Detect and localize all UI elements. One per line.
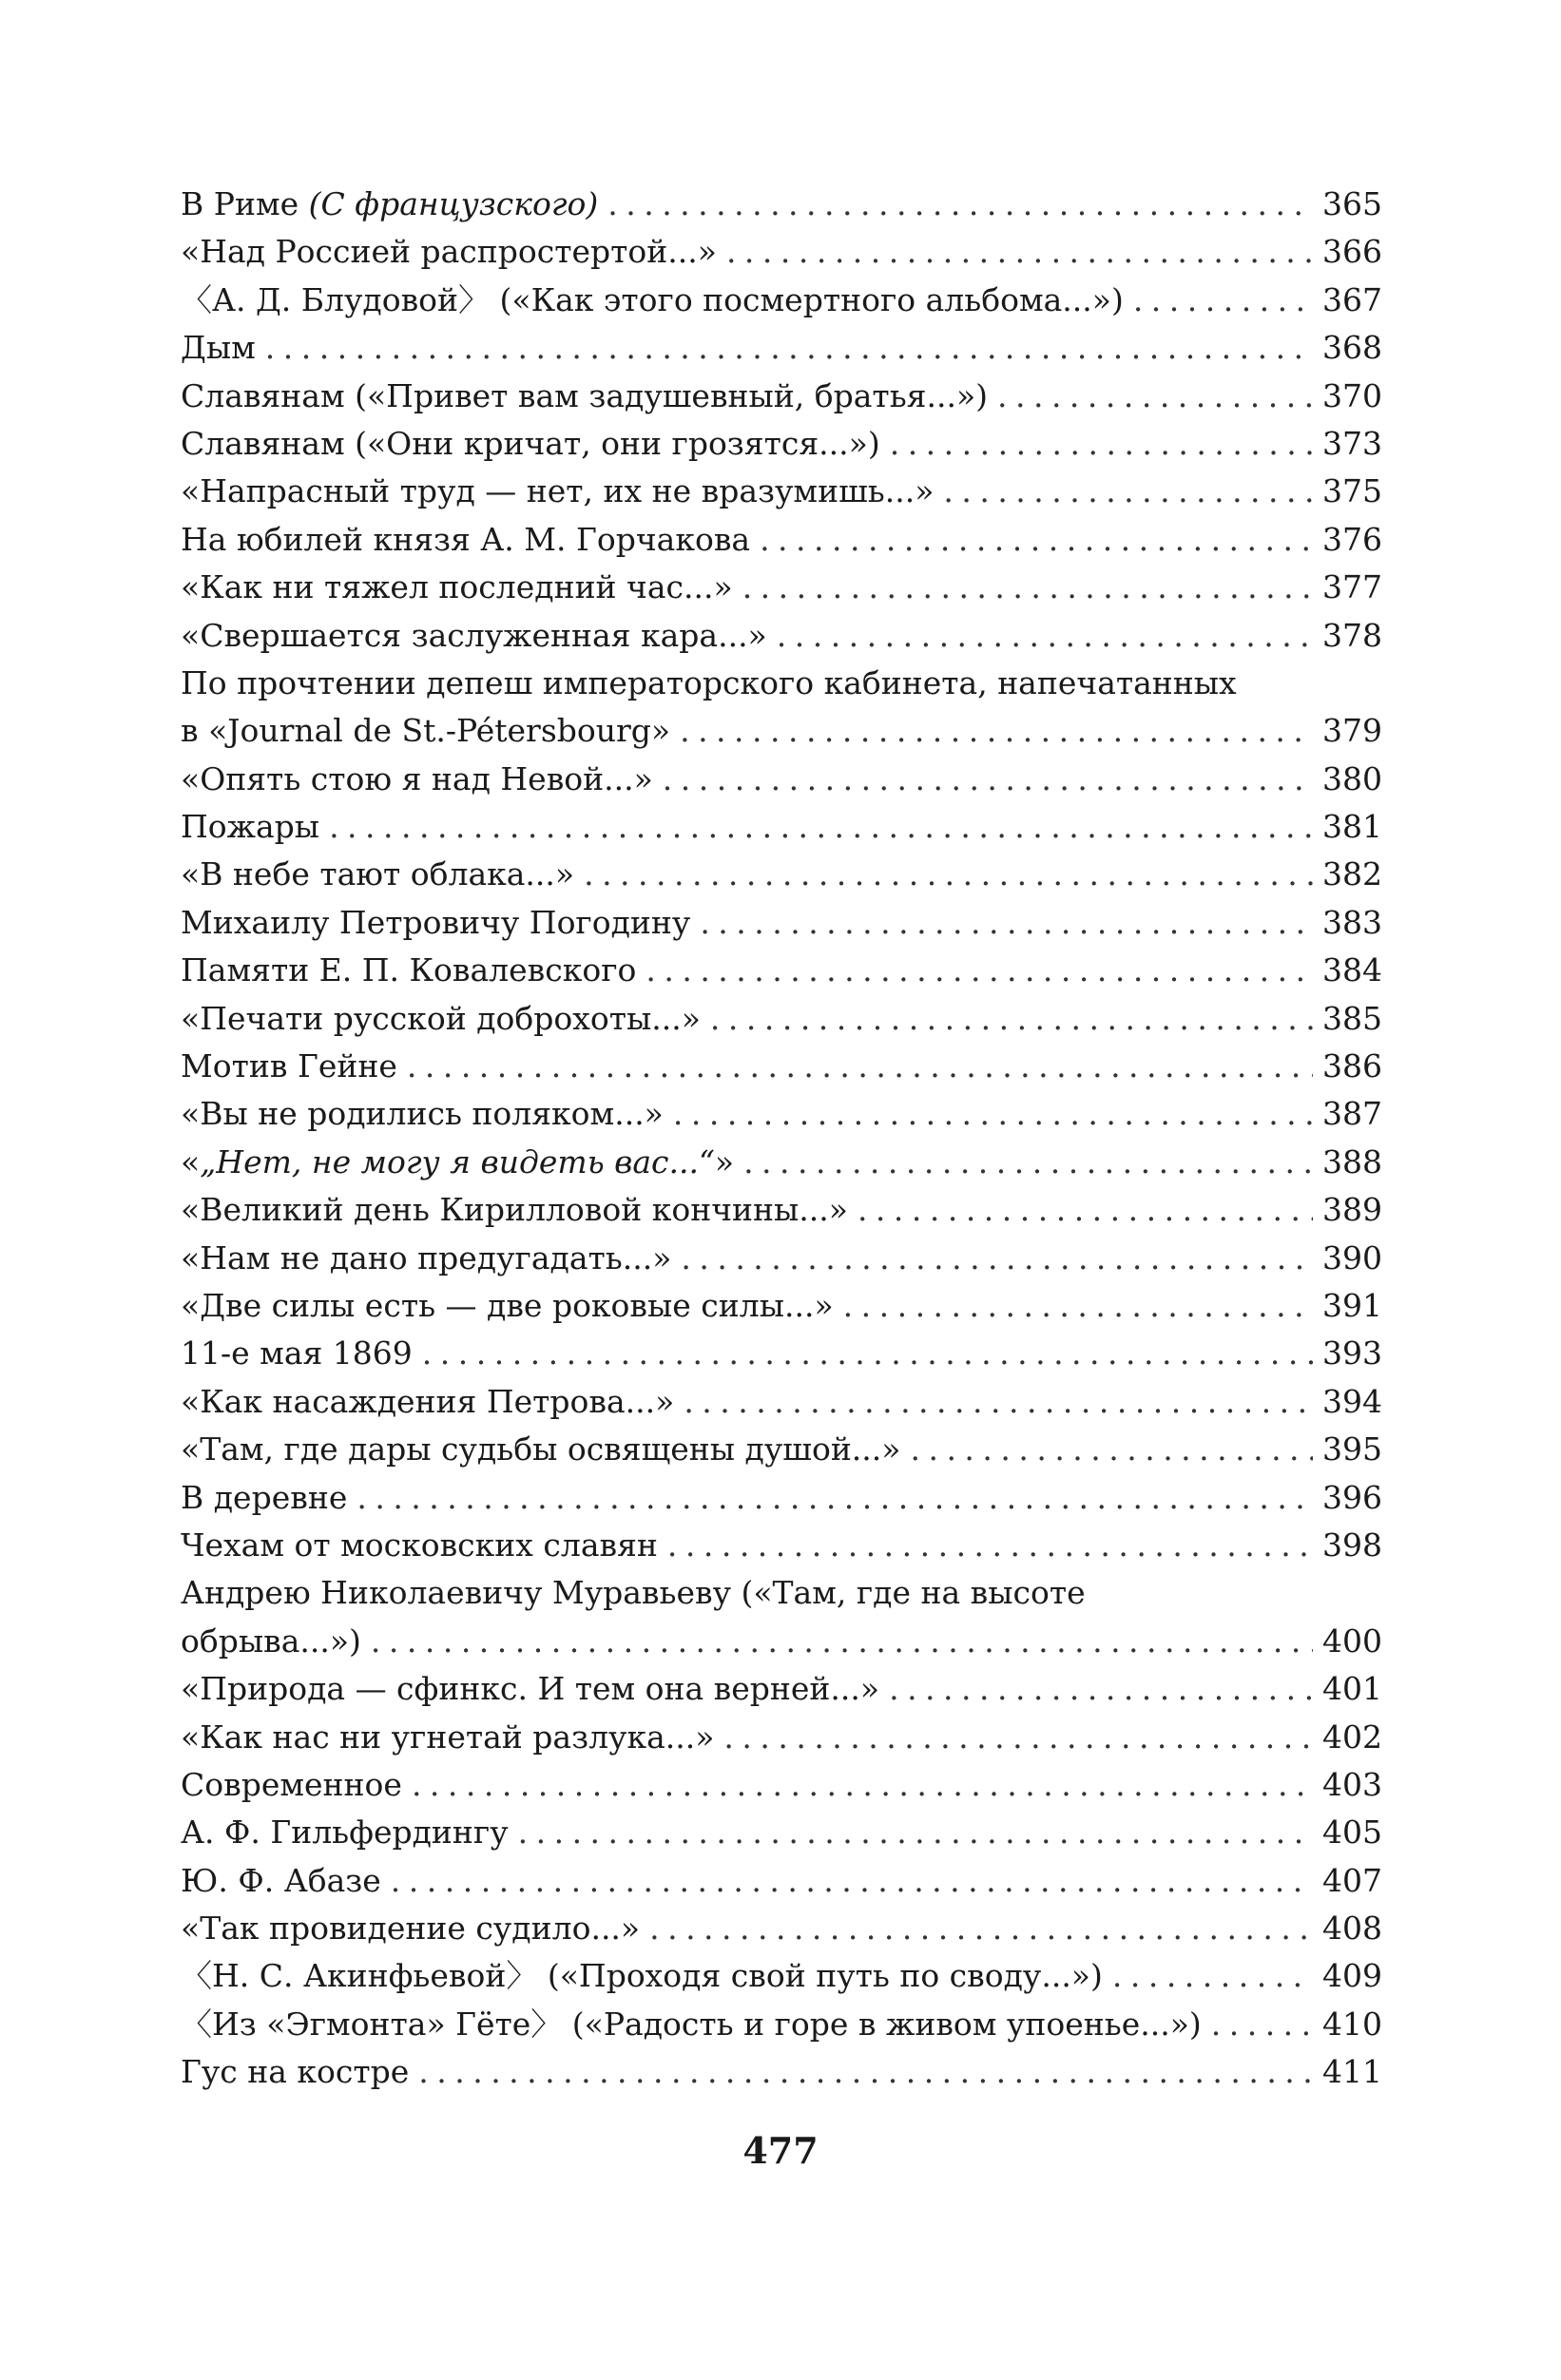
toc-entry-title: 〈А. Д. Блудовой〉 («Как этого посмертного альбома...») bbox=[181, 280, 1124, 318]
toc-entry bbox=[181, 756, 1382, 803]
toc-entry-title: «Как ни тяжел последний час...» bbox=[181, 568, 733, 606]
leader-dots bbox=[910, 1426, 1313, 1473]
toc-entry-page: 410 bbox=[1322, 2005, 1382, 2043]
table-of-contents bbox=[181, 181, 1382, 2097]
toc-entry-page: 390 bbox=[1322, 1238, 1382, 1276]
leader-dots bbox=[1133, 277, 1313, 324]
leader-dots bbox=[858, 1186, 1313, 1234]
leader-dots bbox=[418, 2048, 1313, 2096]
leader-dots bbox=[760, 516, 1313, 564]
toc-entry-title: «„Нет, не могу я видеть вас...“» bbox=[181, 1142, 735, 1180]
toc-entry-page: 396 bbox=[1322, 1478, 1382, 1516]
toc-entry-title: Гус на костре bbox=[181, 2053, 410, 2091]
toc-entry bbox=[181, 803, 1382, 851]
toc-entry-page: 379 bbox=[1322, 712, 1382, 750]
toc-entry-title: В деревне bbox=[181, 1478, 348, 1516]
toc-entry bbox=[181, 277, 1382, 324]
toc-entry bbox=[181, 1761, 1382, 1809]
toc-entry-page: 387 bbox=[1322, 1095, 1382, 1133]
toc-entry-page: 370 bbox=[1322, 376, 1382, 414]
toc-entry bbox=[181, 995, 1382, 1043]
toc-entry bbox=[181, 1952, 1382, 2000]
leader-dots bbox=[743, 1139, 1313, 1186]
toc-entry-title: «Напрасный труд — нет, их не вразумишь...» bbox=[181, 472, 935, 510]
toc-entry-title: «Свершается заслуженная кара...» bbox=[181, 616, 767, 654]
toc-entry bbox=[181, 1139, 1382, 1186]
toc-entry bbox=[181, 851, 1382, 898]
toc-entry-title-line1: Андрею Николаевичу Муравьеву («Там, где на высоте bbox=[181, 1574, 1086, 1612]
toc-entry-title: «Нам не дано предугадать...» bbox=[181, 1238, 672, 1276]
toc-entry-title: А. Ф. Гильфердингу bbox=[181, 1814, 509, 1852]
toc-entry bbox=[181, 420, 1382, 468]
leader-dots bbox=[680, 707, 1313, 755]
toc-entry-page: 365 bbox=[1322, 185, 1382, 222]
toc-entry-page: 376 bbox=[1322, 520, 1382, 558]
leader-dots bbox=[646, 947, 1313, 994]
toc-entry-title: «Над Россией распростертой...» bbox=[181, 233, 717, 271]
leader-dots bbox=[391, 1857, 1313, 1905]
toc-entry-page: 400 bbox=[1322, 1622, 1382, 1660]
leader-dots bbox=[742, 564, 1313, 611]
toc-entry-page: 384 bbox=[1322, 951, 1382, 989]
toc-entry-page: 385 bbox=[1322, 999, 1382, 1037]
toc-entry-title: «Великий день Кирилловой кончины...» bbox=[181, 1191, 848, 1229]
toc-entry bbox=[181, 564, 1382, 611]
leader-dots bbox=[667, 1522, 1313, 1569]
toc-entry-page: 375 bbox=[1322, 472, 1382, 510]
toc-entry-page: 398 bbox=[1322, 1526, 1382, 1564]
toc-entry-page: 401 bbox=[1322, 1670, 1382, 1708]
toc-entry-title: «Вы не родились поляком...» bbox=[181, 1095, 664, 1133]
toc-entry-title: Современное bbox=[181, 1765, 402, 1803]
toc-entry bbox=[181, 1569, 1382, 1665]
toc-entry-title: Пожары bbox=[181, 808, 320, 846]
toc-entry bbox=[181, 2048, 1382, 2096]
toc-entry bbox=[181, 1809, 1382, 1856]
toc-entry-title: в «Journal de St.-Pétersbourg» bbox=[181, 712, 671, 750]
toc-entry bbox=[181, 1043, 1382, 1090]
toc-entry-page: 389 bbox=[1322, 1191, 1382, 1229]
leader-dots bbox=[518, 1809, 1313, 1856]
page-number: 477 bbox=[742, 2129, 819, 2172]
toc-entry-page: 409 bbox=[1322, 1957, 1382, 1995]
toc-entry-title: Мотив Гейне bbox=[181, 1047, 397, 1085]
toc-entry-page: 381 bbox=[1322, 808, 1382, 846]
toc-entry-title: 〈Н. С. Акинфьевой〉 («Проходя свой путь по своду...») bbox=[181, 1957, 1103, 1995]
leader-dots bbox=[681, 1235, 1313, 1282]
toc-entry bbox=[181, 2001, 1382, 2048]
toc-entry-page: 407 bbox=[1322, 1861, 1382, 1899]
leader-dots bbox=[843, 1282, 1313, 1330]
toc-entry bbox=[181, 612, 1382, 660]
toc-entry-title-line1: По прочтении депеш императорского кабинета, напечатанных bbox=[181, 663, 1237, 701]
toc-entry bbox=[181, 947, 1382, 994]
leader-dots bbox=[329, 803, 1313, 851]
toc-entry-page: 405 bbox=[1322, 1814, 1382, 1852]
leader-dots bbox=[1211, 2001, 1313, 2048]
leader-dots bbox=[407, 1043, 1313, 1090]
toc-entry-page: 373 bbox=[1322, 424, 1382, 462]
leader-dots bbox=[700, 899, 1313, 947]
toc-entry-page: 388 bbox=[1322, 1142, 1382, 1180]
toc-entry-title: Памяти Е. П. Ковалевского bbox=[181, 951, 637, 989]
toc-entry-title: Михаилу Петровичу Погодину bbox=[181, 903, 691, 941]
toc-entry-title: Славянам («Они кричат, они грозятся...») bbox=[181, 424, 880, 462]
toc-entry-title: 11-е мая 1869 bbox=[181, 1334, 413, 1372]
toc-entry bbox=[181, 468, 1382, 515]
leader-dots bbox=[777, 612, 1313, 660]
toc-entry-title: «В небе тают облака...» bbox=[181, 855, 575, 893]
toc-entry-title-italic: „Нет, не могу я видеть вас...“ bbox=[200, 1142, 715, 1180]
toc-entry bbox=[181, 228, 1382, 276]
toc-entry-page: 411 bbox=[1322, 2053, 1382, 2091]
toc-entry bbox=[181, 1522, 1382, 1569]
toc-entry-title: «Так провидение судило...» bbox=[181, 1910, 641, 1948]
leader-dots bbox=[584, 851, 1313, 898]
toc-entry-page: 391 bbox=[1322, 1287, 1382, 1324]
toc-entry bbox=[181, 1857, 1382, 1905]
toc-entry bbox=[181, 1665, 1382, 1713]
leader-dots bbox=[889, 1665, 1313, 1713]
toc-entry bbox=[181, 1905, 1382, 1952]
toc-entry-page: 386 bbox=[1322, 1047, 1382, 1085]
leader-dots bbox=[422, 1330, 1313, 1377]
toc-entry-title: обрыва...») bbox=[181, 1622, 361, 1660]
toc-entry-title: «Там, где дары судьбы освящены душой...» bbox=[181, 1430, 901, 1468]
toc-entry bbox=[181, 660, 1382, 756]
toc-entry-page: 382 bbox=[1322, 855, 1382, 893]
leader-dots bbox=[673, 1090, 1313, 1138]
leader-dots bbox=[726, 228, 1313, 276]
toc-entry bbox=[181, 899, 1382, 947]
toc-entry bbox=[181, 1378, 1382, 1426]
leader-dots bbox=[412, 1761, 1313, 1809]
toc-entry-page: 366 bbox=[1322, 233, 1382, 271]
toc-entry-title-italic: (С французского) bbox=[308, 185, 599, 222]
toc-entry bbox=[181, 516, 1382, 564]
leader-dots bbox=[997, 373, 1313, 420]
leader-dots bbox=[710, 995, 1313, 1043]
toc-entry-title: «Опять стою я над Невой...» bbox=[181, 759, 653, 797]
leader-dots bbox=[265, 324, 1313, 372]
toc-entry-page: 408 bbox=[1322, 1910, 1382, 1948]
leader-dots bbox=[371, 1618, 1313, 1665]
leader-dots bbox=[649, 1905, 1313, 1952]
toc-entry bbox=[181, 373, 1382, 420]
toc-entry-title: 〈Из «Эгмонта» Гёте〉 («Радость и горе в живом упоенье...») bbox=[181, 2005, 1202, 2043]
toc-entry-title: В Риме (С французского) bbox=[181, 185, 599, 222]
toc-entry-title: «Как нас ни угнетай разлука...» bbox=[181, 1718, 715, 1756]
toc-entry bbox=[181, 1090, 1382, 1138]
toc-entry bbox=[181, 1186, 1382, 1234]
toc-entry-page: 383 bbox=[1322, 903, 1382, 941]
toc-entry-page: 393 bbox=[1322, 1334, 1382, 1372]
toc-entry-title: На юбилей князя А. М. Горчакова bbox=[181, 520, 751, 558]
toc-entry-page: 378 bbox=[1322, 616, 1382, 654]
toc-entry-page: 394 bbox=[1322, 1382, 1382, 1420]
toc-entry bbox=[181, 1426, 1382, 1473]
toc-entry bbox=[181, 1330, 1382, 1377]
toc-entry-title: «Две силы есть — две роковые силы...» bbox=[181, 1287, 834, 1324]
leader-dots bbox=[684, 1378, 1313, 1426]
leader-dots bbox=[943, 468, 1313, 515]
toc-entry-page: 368 bbox=[1322, 329, 1382, 367]
toc-entry bbox=[181, 1714, 1382, 1761]
leader-dots bbox=[1112, 1952, 1313, 2000]
leader-dots bbox=[607, 181, 1313, 228]
toc-entry bbox=[181, 324, 1382, 372]
leader-dots bbox=[723, 1714, 1313, 1761]
toc-entry-title: Ю. Ф. Абазе bbox=[181, 1861, 381, 1899]
toc-entry-title: «Природа — сфинкс. И тем она верней...» bbox=[181, 1670, 880, 1708]
leader-dots bbox=[357, 1474, 1313, 1522]
toc-entry-page: 403 bbox=[1322, 1765, 1382, 1803]
toc-entry bbox=[181, 1235, 1382, 1282]
toc-entry-title: Дым bbox=[181, 329, 256, 367]
toc-entry-title: Чехам от московских славян bbox=[181, 1526, 658, 1564]
toc-entry-page: 367 bbox=[1322, 280, 1382, 318]
toc-entry-page: 395 bbox=[1322, 1430, 1382, 1468]
toc-entry bbox=[181, 1474, 1382, 1522]
toc-entry-page: 380 bbox=[1322, 759, 1382, 797]
toc-entry-page: 377 bbox=[1322, 568, 1382, 606]
leader-dots bbox=[663, 756, 1313, 803]
toc-entry-page: 402 bbox=[1322, 1718, 1382, 1756]
toc-entry-title: «Печати русской доброхоты...» bbox=[181, 999, 701, 1037]
leader-dots bbox=[890, 420, 1313, 468]
toc-entry bbox=[181, 181, 1382, 228]
toc-entry-title: Славянам («Привет вам задушевный, братья...») bbox=[181, 376, 989, 414]
toc-entry bbox=[181, 1282, 1382, 1330]
toc-entry-title: «Как насаждения Петрова...» bbox=[181, 1382, 675, 1420]
